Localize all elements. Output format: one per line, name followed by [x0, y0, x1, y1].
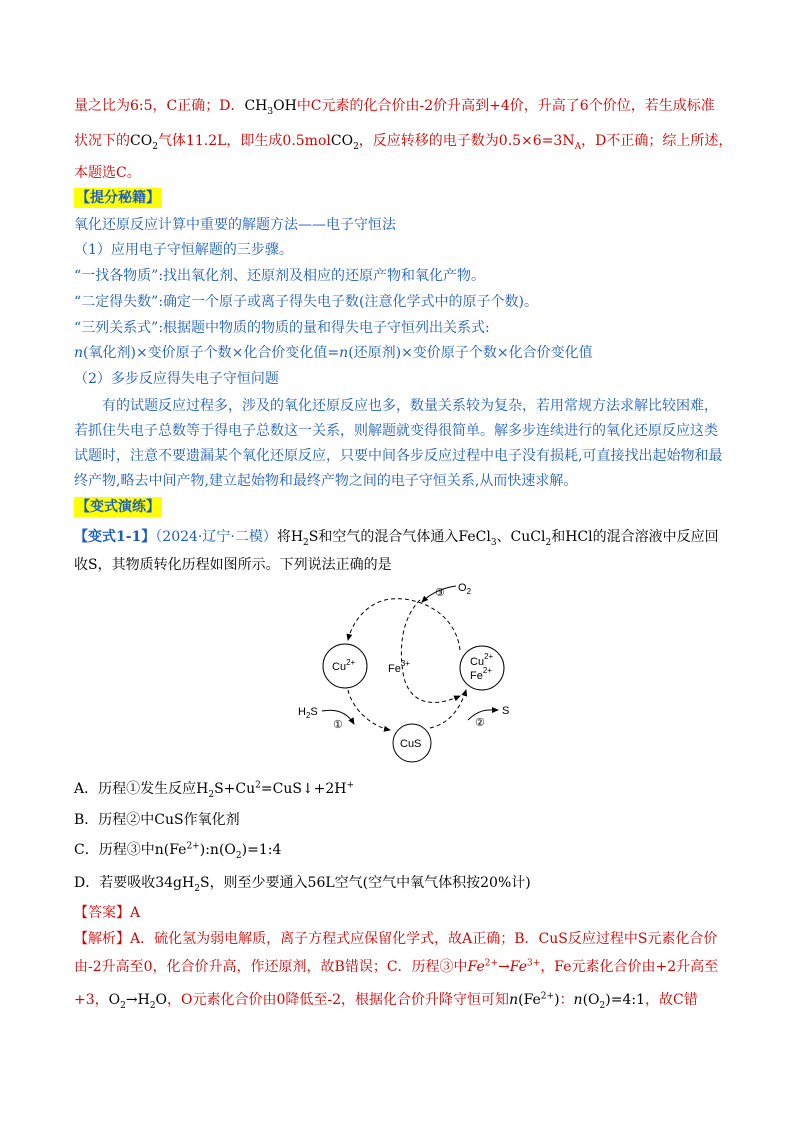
- question-tag: 【变式1-1】: [74, 529, 156, 545]
- analysis-label: 【解析】: [74, 931, 130, 947]
- tips-line-5: “三列关系式”:根据题中物质的物质的量和得失电子守恒列出关系式:: [74, 320, 490, 336]
- analysis-line-1: 【解析】A．硫化氢为弱电解质，离子方程式应保留化学式，故A正确；B．CuS反应过程中S元素化合价: [74, 931, 718, 947]
- answer-line: [74, 903, 140, 923]
- cus-label: CuS: [400, 738, 422, 750]
- analysis-continued-line-1: 量之比为6:5，C正确；D．$CH_3OH$中C元素的化合价由-2价升高到+4价，升高了6个价位，若生成标准: [74, 98, 715, 117]
- tips-line-2: （1）应用电子守恒解题的三步骤。: [74, 242, 293, 258]
- tips-line-3: “一找各物质”:找出氧化剂、还原剂及相应的还原产物和氧化产物。: [74, 268, 486, 284]
- section-heading-practice: 【变式演练】: [76, 499, 160, 515]
- tips-line-11: 终产物,略去中间产物,建立起始物和最终产物之间的电子守恒关系,从而快速求解。: [74, 473, 578, 489]
- tips-line-7: （2）多步反应得失电子守恒问题: [74, 371, 279, 387]
- cu-label: $Cu^{2+}$: [332, 658, 356, 673]
- answer-value: A: [130, 905, 141, 921]
- tips-line-9: 若抓住失电子总数等于得电子总数这一关系，则解题就变得很简单。解多步连续进行的氧化还原反应这类: [74, 423, 718, 439]
- option-d[interactable]: D．若要吸收$34gH_2S$，则至少要通入56L空气(空气中氧气体积按20%计): [74, 875, 531, 894]
- o2-label: $O_2$: [458, 582, 472, 596]
- tips-line-10: 试题时，注意不要遗漏某个氧化还原反应，只要中间各步反应过程中电子没有损耗,可直接找出起始物和最: [74, 448, 723, 464]
- cycle-arrow-bottom-right: [430, 690, 466, 728]
- answer-label: 【答案】: [74, 905, 130, 921]
- question-line-1: 【变式1-1】（2024·辽宁·二模）将$H_2S$和空气的混合气体通入FeCl$_3$、CuCl$_2$和HCl的混合溶液中反应回: [74, 529, 719, 548]
- analysis-line-3: +3，$O_2\to H_2O$，O元素化合价由0降低至-2，根据化合价升降守恒可知$n(Fe^{2+})$：$n(O_2)=4:1$，故C错: [74, 991, 698, 1011]
- right-cu-label: $Cu^{2+}$: [470, 652, 494, 668]
- question-source: （2024·辽宁·二模）: [155, 529, 277, 545]
- right-fe-label: $Fe^{2+}$: [470, 666, 492, 682]
- h2s-label: $H_2S$: [298, 706, 318, 720]
- analysis-line-2: 由-2升高至0，化合价升高，作还原剂，故B错误；C．历程③中$Fe^{2+}\to Fe^{3+}$，Fe元素化合价由+2升高至: [74, 958, 719, 975]
- fe-path-arrow: [401, 600, 460, 702]
- tips-line-8: 有的试题反应过程多，涉及的氧化还原反应也多，数量关系较为复杂，若用常规方法求解比较困难，: [102, 398, 718, 414]
- reaction-cycle-diagram: [290, 578, 530, 764]
- step-3-label: ③: [435, 587, 445, 599]
- option-b[interactable]: B．历程②中CuS作氧化剂: [74, 812, 240, 828]
- cycle-arrow-top-left: [348, 599, 460, 650]
- tips-line-4: “二定得失数”:确定一个原子或离子得失电子数(注意化学式中的原子个数)。: [74, 294, 538, 310]
- section-heading-tips: 【提分秘籍】: [76, 190, 160, 206]
- tips-line-6: n(氧化剂)×变价原子个数×化合价变化值=n(还原剂)×变价原子个数×化合价变化值: [74, 345, 593, 361]
- option-c[interactable]: C．历程③中$n(Fe^{2+}):n(O_2)=1:4$: [74, 841, 282, 861]
- tips-line-1: 氧化还原反应计算中重要的解题方法——电子守恒法: [74, 217, 396, 233]
- s-label: S: [502, 705, 510, 717]
- cycle-arrow-bottom-left: [348, 690, 390, 730]
- fe3-label: $Fe^{3+}$: [388, 659, 410, 675]
- step-2-label: ②: [475, 717, 485, 729]
- option-a[interactable]: A．历程①发生反应$H_2S+Cu^2=CuS↓+2H^+$: [74, 780, 355, 800]
- analysis-continued-line-2: 状况下的$CO_2$气体11.2L，即生成0.5molCO$_2$，反应转移的电子数为$0.5\times 6=3N_A$，D不正确；综上所述，: [74, 133, 733, 152]
- step-1-label: ①: [333, 719, 343, 731]
- question-line-2: 收S，其物质转化历程如图所示。下列说法正确的是: [74, 557, 392, 573]
- analysis-conclusion: 本题选C。: [74, 165, 141, 181]
